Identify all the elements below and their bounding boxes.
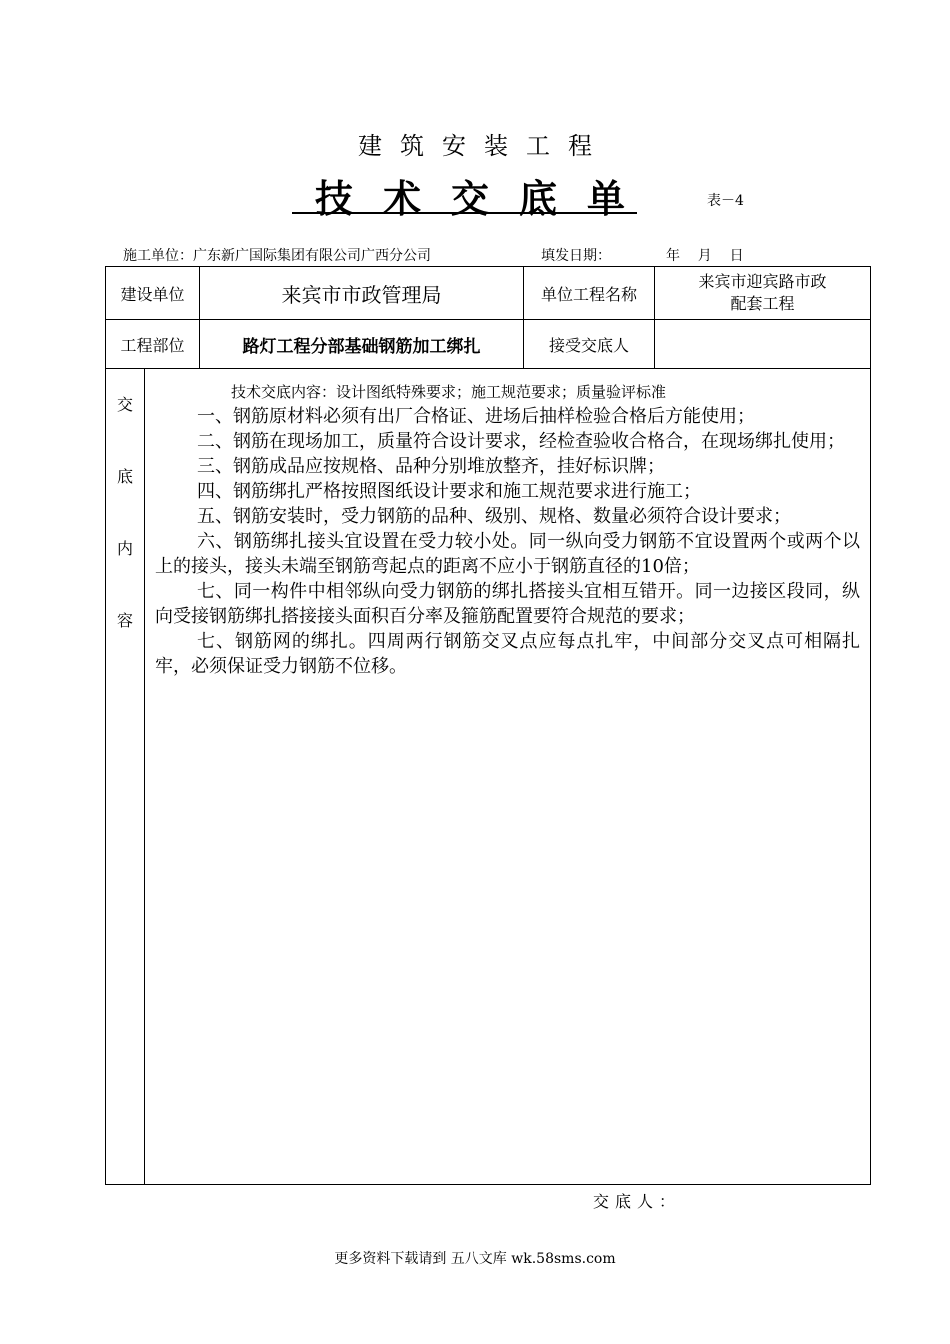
side-char: 底 — [116, 467, 133, 486]
disclosure-table — [105, 266, 871, 1185]
construction-unit: 施工单位：广东新广国际集团有限公司广西分公司 — [123, 248, 431, 264]
list-item: 四、钢筋绑扎严格按照图纸设计要求和施工规范要求进行施工； — [197, 481, 701, 502]
signer-label: 交底人： — [593, 1192, 682, 1211]
side-char: 容 — [116, 611, 133, 630]
document-title: 技术交底单 — [315, 176, 656, 221]
footer-text: 更多资料下载请到 五八文库 wk.58sms.com — [334, 1251, 616, 1267]
list-item: 七、同一构件中相邻纵向受力钢筋的绑扎搭接头宜相互错开。同一边接区段同，纵向受接钢筋绑扎搭接接头面积百分率及箍筋配置要符合规范的要求； — [155, 581, 861, 627]
list-item: 六、钢筋绑扎接头宜设置在受力较小处。同一纵向受力钢筋不宜设置两个或两个以上的接头，接头未端至钢筋弯起点的距离不应小于钢筋直径的10倍； — [155, 531, 861, 577]
value-recipient — [655, 320, 871, 369]
content-cell — [145, 369, 871, 1185]
document-subtitle: 建筑安装工程 — [358, 132, 610, 160]
list-item: 一、钢筋原材料必须有出厂合格证、进场后抽样检验合格后方能使用； — [197, 406, 755, 427]
content-header: 技术交底内容：设计图纸特殊要求；施工规范要求；质量验评标准 — [231, 383, 667, 401]
list-item: 五、钢筋安装时，受力钢筋的品种、级别、规格、数量必须符合设计要求； — [197, 506, 791, 527]
list-item: 三、钢筋成品应按规格、品种分别堆放整齐，挂好标识牌； — [197, 456, 665, 477]
title-underline — [292, 212, 637, 214]
table-row — [106, 369, 871, 1185]
content-body — [145, 402, 870, 679]
content-side-label — [106, 369, 145, 1185]
label-project-name: 单位工程名称 — [524, 267, 655, 320]
value-client-unit: 来宾市市政管理局 — [200, 267, 524, 320]
form-number: 表－4 — [707, 193, 744, 209]
value-project-part: 路灯工程分部基础钢筋加工绑扎 — [200, 320, 524, 369]
list-item: 二、钢筋在现场加工，质量符合设计要求，经检查验收合格合，在现场绑扎使用； — [197, 431, 845, 452]
label-project-part: 工程部位 — [106, 320, 200, 369]
fill-date-label: 填发日期： — [541, 248, 611, 264]
value-project-name — [655, 267, 871, 320]
fill-date-value: 年 月 日 — [666, 248, 744, 264]
label-recipient: 接受交底人 — [524, 320, 655, 369]
list-item: 七、钢筋网的绑扎。四周两行钢筋交叉点应每点扎牢，中间部分交叉点可相隔扎牢，必须保证受力钢筋不位移。 — [155, 631, 861, 677]
table-row — [106, 267, 871, 320]
side-char: 内 — [116, 539, 133, 558]
label-client-unit: 建设单位 — [106, 267, 200, 320]
project-name-line-1: 来宾市迎宾路市政 — [698, 272, 827, 291]
table-row — [106, 320, 871, 369]
side-char: 交 — [116, 395, 133, 414]
project-name-line-2: 配套工程 — [730, 294, 795, 313]
